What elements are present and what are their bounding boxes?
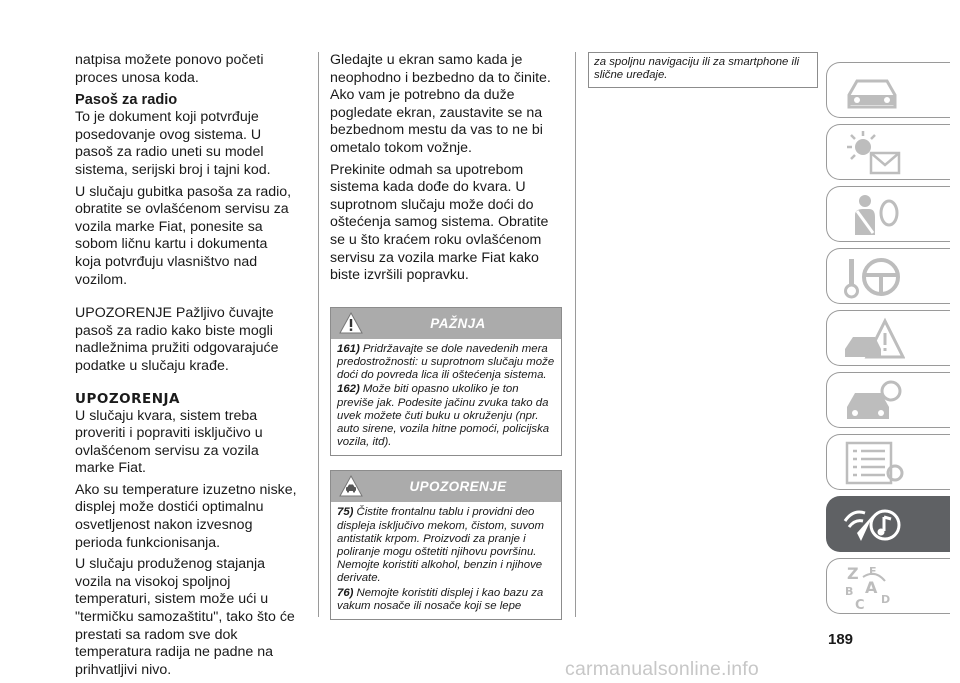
technical-data-list-icon	[841, 439, 905, 487]
paragraph-passport-definition: To je dokument koji potvrđuje posedovanje ovog sistema. U pasoš za radio uneti su model sistema, serijski broj i tajni kod.	[75, 109, 271, 178]
column-divider	[318, 52, 319, 617]
caution-note-76: 76) Nemojte koristiti displej i kao bazu za vakum nosače ili nosače koji se lepe	[337, 586, 544, 612]
tab-index[interactable]	[826, 558, 950, 614]
paragraph-low-temperature: Ako su temperature izuzetno niske, displej može dostići optimalnu osvetljenost nakon izvesnog perioda funkcionisanja.	[75, 481, 297, 551]
caution-note-75: 75) Čistite frontalnu tablu i providni deo displeja isključivo mekom, čistom, suvom antistatik krpom. Proizvodi za pranje i poliranje mogu oštetiti njihovu površinu. Nemojte koristiti alkohol, benzin i njihove derivate.	[337, 506, 544, 585]
tab-technical-data[interactable]	[826, 434, 950, 490]
svg-text:D: D	[881, 593, 891, 606]
multimedia-music-icon	[841, 501, 905, 549]
caution-box	[330, 470, 562, 620]
heading-radio-passport: Pasoš za radio	[75, 92, 178, 109]
warning-lights-mail-icon	[841, 129, 905, 177]
key-steering-wheel-icon	[841, 253, 905, 301]
tab-emergency[interactable]	[826, 310, 950, 366]
svg-text:A: A	[865, 578, 878, 597]
paragraph-failure-service: U slučaju kvara, sistem treba proveriti i popraviti isključivo u ovlašćenom servisu za vozila marke Fiat.	[75, 407, 263, 477]
heading-warnings: UPOZORENJA	[75, 390, 180, 407]
paragraph-code-entry: natpisa možete ponovo početi proces unosa koda.	[75, 52, 264, 86]
warning-note-162: 162) Može biti opasno ukoliko je ton previše jak. Podesite jačinu zvuka tako da uvek možete čuti buku u okruženju (npr. auto sirene, vozila hitne pomoći, policijska vozila, itd).	[337, 383, 550, 449]
tab-multimedia[interactable]	[826, 496, 950, 552]
tab-vehicle-knowledge[interactable]	[826, 62, 950, 118]
warning-box-header	[331, 308, 561, 339]
warning-box-title: PAŽNJA	[430, 315, 486, 331]
column-left	[75, 52, 297, 683]
tab-maintenance[interactable]	[826, 372, 950, 428]
paragraph-passport-loss: U slučaju gubitka pasoša za radio, obratite se ovlašćenom servisu za vozila marke Fiat, ponesite sa sobom ličnu kartu i dokumenta koja potvrđuju vlasništvo nad vozilom.	[75, 183, 292, 288]
continued-note-text: za spoljnu navigaciju ili za smartphone ili slične uređaje.	[594, 56, 800, 82]
paragraph-stop-use: Prekinite odmah sa upotrebom sistema kada dođe do kvara. U suprotnom slučaju može doći do oštećenja samog sistema. Obratite se u što kraćem roku ovlašćenom servisu za vozila marke Fiat kako biste izvršili popravku.	[330, 161, 549, 284]
svg-text:Z: Z	[847, 564, 859, 583]
warning-box	[330, 307, 562, 457]
svg-text:E: E	[869, 565, 877, 578]
alphabetical-index-icon	[841, 563, 905, 611]
emergency-warning-icon	[841, 315, 905, 363]
continued-note-box	[588, 52, 818, 88]
svg-text:B: B	[845, 585, 854, 598]
paragraph-passport-keep: UPOZORENJE Pažljivo čuvajte pasoš za radio kako biste mogli nadležnima pružiti odgovarajuće podatke u slučaju krađe.	[75, 305, 279, 374]
column-middle	[330, 52, 562, 634]
watermark: carmanualsonline.info	[565, 658, 759, 680]
svg-text:C: C	[855, 598, 865, 611]
paragraph-thermal-protection: U slučaju produženog stajanja vozila na visokoj spoljnoj temperaturi, sistem može ući u "termičku samozaštitu", tako što će prestati sa radom sve dok temperatura radija ne padne na prihvatljivi nivo.	[75, 556, 295, 678]
caution-box-header	[331, 471, 561, 502]
page-number: 189	[828, 631, 854, 648]
car-front-icon	[841, 67, 905, 115]
tab-safety[interactable]	[826, 186, 950, 242]
tab-dashboard-lights[interactable]	[826, 124, 950, 180]
seatbelt-airbag-icon	[841, 191, 905, 239]
warning-note-161: 161) Pridržavajte se dole navedenih mera predostrožnosti: u suprotnom slučaju može doći do povreda lica ili oštećenja sistema.	[337, 342, 555, 382]
paragraph-screen-use: Gledajte u ekran samo kada je neophodno i bezbedno da to činite. Ako vam je potrebno da duže pogledate ekran, zaustavite se na bezbednom mestu da vas to ne bi ometalo tokom vožnje.	[330, 52, 551, 156]
tab-starting-driving[interactable]	[826, 248, 950, 304]
column-divider	[575, 52, 576, 617]
caution-box-title: UPOZORENJE	[409, 479, 507, 495]
car-service-wrench-icon	[841, 377, 905, 425]
column-right	[588, 52, 818, 88]
